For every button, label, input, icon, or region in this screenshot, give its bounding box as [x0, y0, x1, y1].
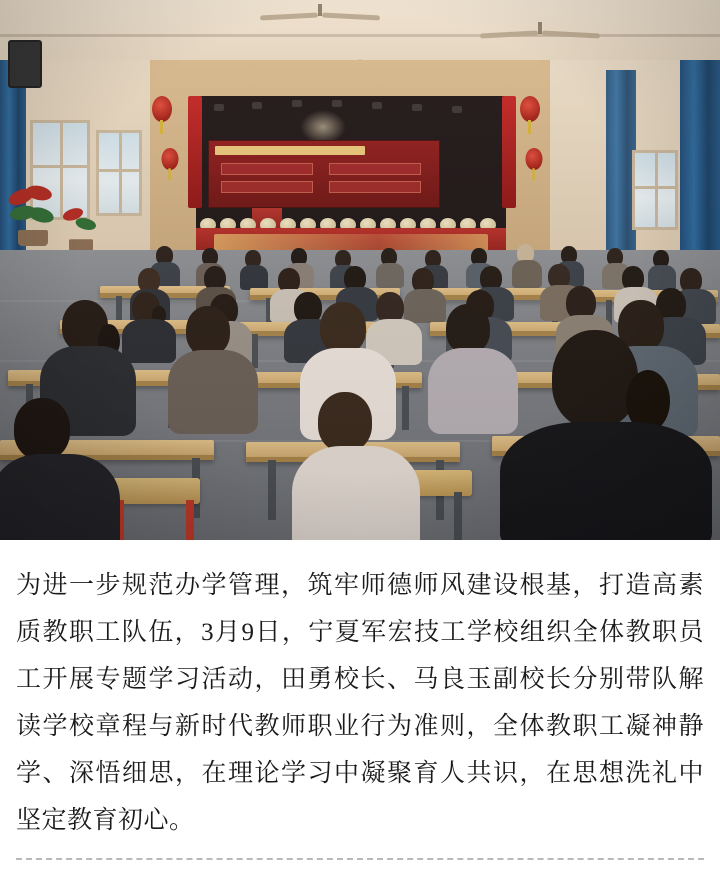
speaker-icon — [8, 40, 42, 88]
window-left — [96, 130, 142, 216]
window-right — [632, 150, 678, 230]
chair-leg — [454, 492, 462, 540]
desk-leg — [116, 296, 122, 322]
chair-leg — [186, 500, 194, 540]
stage-light-icon — [372, 102, 382, 109]
desk-leg — [402, 386, 409, 430]
red-banner — [188, 96, 202, 208]
stage-light-icon — [332, 100, 342, 107]
curtain-right — [680, 60, 720, 270]
lantern-icon — [526, 148, 543, 170]
potted-plant — [59, 204, 102, 252]
lantern-icon — [152, 96, 172, 122]
lantern-icon — [520, 96, 540, 122]
stage-light-icon — [214, 104, 224, 111]
ceiling-fan-icon — [260, 4, 380, 20]
stage-light-icon — [292, 100, 302, 107]
stage-light-icon — [252, 102, 262, 109]
projector-glow — [300, 110, 346, 144]
ceiling-beam — [0, 34, 720, 37]
desk-leg — [252, 334, 258, 368]
section-divider — [16, 858, 704, 860]
lantern-icon — [162, 148, 179, 170]
caption-text: 为进一步规范办学管理，筑牢师德师风建设根基，打造高素质教职工队伍，3月9日，宁夏军宏技工学校组织全体教职员工开展专题学习活动，田勇校长、马良玉副校长分别带队解读学校章程与新时代教师职业行为准则，全体教职工凝神静学、深悟细思，在理论学习中凝聚育人共识，在思想洗礼中坚定教育初心。 — [16, 572, 704, 834]
potted-plant — [6, 186, 60, 246]
projection-screen — [208, 140, 440, 208]
desk-leg — [268, 460, 276, 520]
stage-light-icon — [412, 104, 422, 111]
caption-block — [0, 540, 720, 854]
red-banner — [502, 96, 516, 208]
ceiling-fan-icon — [480, 22, 600, 38]
stage-light-icon — [452, 106, 462, 113]
